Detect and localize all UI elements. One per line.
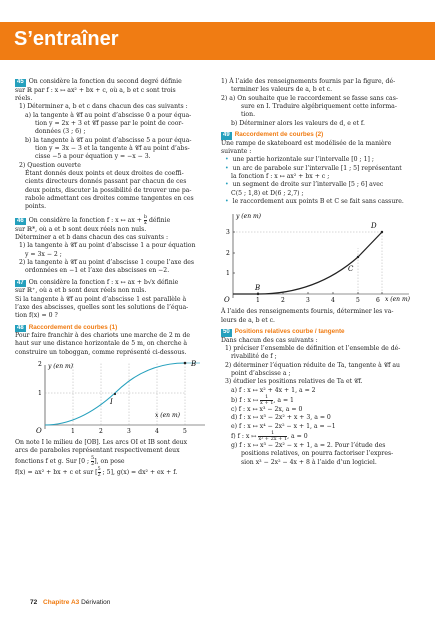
chapter-title: Dérivation <box>81 599 111 606</box>
point-B-label: B <box>191 360 197 369</box>
x-tick: 2 <box>99 428 103 436</box>
exercise-46: 46 On considère la fonction f : x ↦ ax + $\frac{b}{x}$ définie sur ℝ*, où a et b sont deux réels non nuls. Déterminer a et b dans chacun des cas suivants : 1) la tangente à 𝒞f au point d’abscisse 1 a pour équation y = 3x − 2 ; 2) la tangente à 𝒞f au point d’abscisse 1 coupe l’axe des ordonnées en −1 et l’axe des abscisses en −2. <box>15 213 196 275</box>
toboggan-figure <box>15 359 215 437</box>
right-column <box>221 78 422 470</box>
y-tick: 3 <box>226 229 230 237</box>
section-title: S’entraîner <box>14 28 119 50</box>
exercise-title: Positions relatives courbe / tangente <box>234 328 345 335</box>
page-footer <box>30 599 110 606</box>
x-tick: 5 <box>183 428 187 436</box>
exercise-49: 49 Raccordement de courbes (2) Une rampe de skateboard est modélisée de la manière suivante : • une partie horizontale sur l’intervalle [0 ; 1] ; • un arc de parabole sur l’intervalle [1 ; 5] représentant la fonction f : x ↦ ax² + bx + c ; • un segment de droite sur l’intervalle [5 ; 6] avec C(5 ; 1,8) et D(6 ; 2,7) ; • le raccordement aux points B et C se fait sans cassure. y (en m) x (en m) O B C D 1 2 3 4 5 6 1 2 3 À l’aide des renseignements fournis, déterminer les va- leurs de a, b et c. <box>221 131 422 325</box>
x-tick: 1 <box>71 428 75 436</box>
page-number: 72 <box>30 599 38 606</box>
exercise-title: Raccordement de courbes (1) <box>28 323 118 331</box>
x-tick: 4 <box>155 428 159 436</box>
section-banner <box>0 22 435 60</box>
x-axis-label: x (en m) <box>385 296 410 304</box>
x-tick: 3 <box>306 297 310 305</box>
exercise-title: Raccordement de courbes (2) <box>234 131 324 139</box>
exercise-number: 47 <box>17 279 24 286</box>
point-D-label: D <box>371 222 377 231</box>
exercise-47: 47 On considère la fonction f : x ↦ ax + b√x définie sur ℝ⁺, où a et b sont deux réels non nuls. Si la tangente à 𝒞f au point d’abscisse 1 est parallèle à l’axe des abscisses, quelles sont les solutions de l’équa- tion f(x) = 0 ? <box>15 278 189 320</box>
fraction: $\frac{1}{x + 1}$ <box>260 393 274 406</box>
x-tick: 1 <box>256 297 260 305</box>
y-tick: 1 <box>226 270 230 278</box>
exercise-number: 45 <box>17 79 24 85</box>
left-column <box>15 78 215 481</box>
y-tick: 2 <box>38 361 42 369</box>
x-tick: 3 <box>127 428 131 436</box>
exercise-48-questions: 1) À l’aide des renseignements fournis par la figure, dé- terminer les valeurs de a, b et c. 2) a) On souhaite que le raccordement se fasse sans cas- sure en I. Traduire algébriquement cette informa- tion. b) Déterminer alors les valeurs de d, e et f. <box>221 78 398 127</box>
x-tick: 5 <box>356 297 360 305</box>
point-I-label: I <box>110 398 113 407</box>
exercise-number: 48 <box>17 324 24 331</box>
exercise-45: 45 On considère la fonction du second degré définie sur ℝ par f : x ↦ ax² + bx + c, où a, b et c sont trois réels. 1) Déterminer a, b et c dans chacun des cas suivants : a) la tangente à 𝒞f au point d’abscisse 0 a pour équa- tion y = 2x + 3 et 𝒞f passe par le point de coor- données (3 ; 6) ; b) la tangente à 𝒞f au point d’abscisse 5 a pour équa- tion y = 3x − 3 et la tangente à 𝒞f au point d’abs- cisse −5 a pour équation y = −x − 3. 2) Question ouverte Étant donnés deux points et deux droites de coeffi- cients directeurs donnés passant par chacun de ces deux points, discuter la possibilité de trouver une pa- rabole admettant ces droites comme tangentes en ces points. <box>15 78 194 211</box>
x-tick: 2 <box>281 297 285 305</box>
y-tick: 1 <box>38 390 42 398</box>
fraction: $\frac{b}{x}$ <box>143 213 148 226</box>
exercise-48: 48 Raccordement de courbes (1) Pour faire franchir à des chariots une marche de 2 m de haut sur une distance horizontale de 5 m, on cherche à construire un toboggan, comme représenté ci-dessous. y (en m) x (en m) O B I 1 2 3 4 5 1 2 On note I le milieu de [OB]. Les arcs OI et IB sont deux arcs de paraboles représentant respectivement deux fonctions f et g. Sur [0 ; $\frac{5}{2}$ ], on pose f(x) = ax² + bx + c et sur [ $\frac{5}{2}$ ; 5], g(x) = dx² + ex + f. <box>15 324 215 478</box>
origin-label: O <box>224 296 230 305</box>
y-axis-label: y (en m) <box>48 363 73 371</box>
chapter-label: Chapitre A3 <box>43 599 80 606</box>
point-C-label: C <box>348 265 354 274</box>
point-B-label: B <box>255 284 261 293</box>
exercise-number: 49 <box>223 132 230 139</box>
exercise-number: 50 <box>223 329 230 335</box>
origin-label: O <box>36 427 42 436</box>
y-tick: 2 <box>226 250 230 258</box>
x-tick: 6 <box>376 297 380 305</box>
x-axis-label: x (en m) <box>155 412 180 420</box>
fraction: $\frac{1}{\text{x² + 2x + 1}}$ <box>258 429 288 442</box>
exercise-50: 50 Positions relatives courbe / tangente Dans chacun des cas suivants : 1) préciser l’ensemble de définition et l’ensemble de dé- rivabilité de f ; 2) déterminer l’équation réduite de Ta, tangente à 𝒞f au point d’abscisse a ; 3) étudier les positions relatives de Ta et 𝒞f. a) f : x ↦ x² + 4x + 1, a = 2 b) f : x ↦ $\frac{1}{x + 1}$ , a = 1 c) f : x ↦ x³ − 2x, a = 0 d) f : x ↦ x³ − 2x² + x + 3, a = 0 e) f : x ↦ x⁴ − 2x² − x + 1, a = −1 f) f : x ↦ $\frac{1}{\text{x² + 2x + 1}}$ , a = 0 g) f : x ↦ x³ − 2x² − x + 1, a = 2. Pour l’étude des positions relatives, on pourra factoriser l’expres- sion x³ − 2x² − 4x + 8 à l’aide d’un logiciel. <box>221 328 401 466</box>
x-tick: 4 <box>331 297 335 305</box>
y-axis-label: y (en m) <box>236 213 261 221</box>
skate-ramp-figure <box>221 208 422 306</box>
exercise-number: 46 <box>17 217 24 224</box>
